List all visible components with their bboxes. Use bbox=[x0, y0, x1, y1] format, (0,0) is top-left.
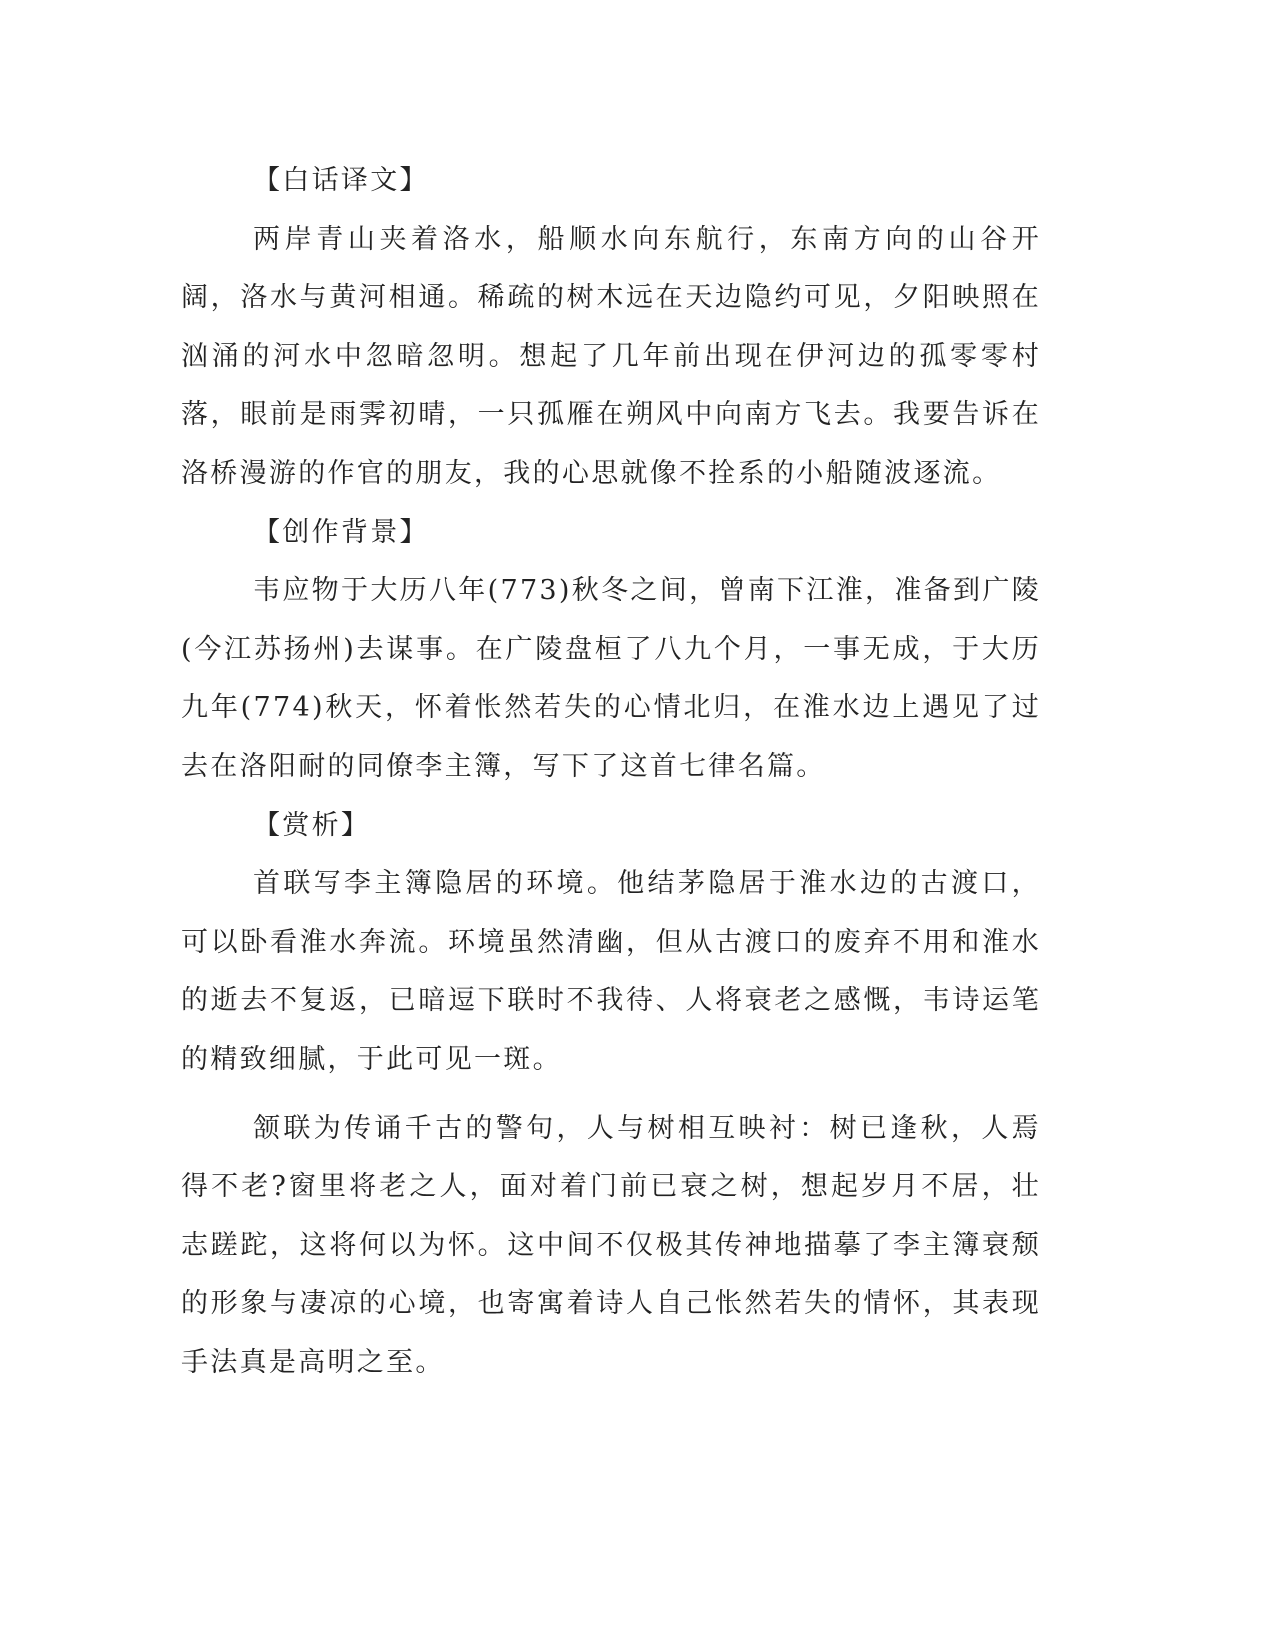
section-heading-background: 【创作背景】 bbox=[253, 516, 429, 548]
paragraph-appreciation-2: 颔联为传诵千古的警句，人与树相互映衬：树已逢秋，人焉得不老?窗里将老之人，面对着门前已衰之树，想起岁月不居，壮志蹉跎，这将何以为怀。这中间不仅极其传神地描摹了李主簿衰颓的形象与凄凉的心境，也寄寓着诗人自己怅然若失的情怀，其表现手法真是高明之至。 bbox=[181, 1112, 1041, 1378]
paragraph-appreciation-1: 首联写李主簿隐居的环境。他结茅隐居于淮水边的古渡口，可以卧看淮水奔流。环境虽然清幽，但从古渡口的废弃不用和淮水的逝去不复返，已暗逗下联时不我待、人将衰老之感慨，韦诗运笔的精致细腻，于此可见一斑。 bbox=[181, 868, 1041, 1075]
section-heading-translation: 【白话译文】 bbox=[253, 165, 429, 196]
document-page bbox=[181, 152, 1041, 1392]
paragraph-translation: 两岸青山夹着洛水，船顺水向东航行，东南方向的山谷开阔，洛水与黄河相通。稀疏的树木远在天边隐约可见，夕阳映照在汹涌的河水中忽暗忽明。想起了几年前出现在伊河边的孤零零村落，眼前是雨霁初晴，一只孤雁在朔风中向南方飞去。我要告诉在洛桥漫游的作官的朋友，我的心思就像不拴系的小船随波逐流。 bbox=[181, 223, 1041, 489]
paragraph-background: 韦应物于大历八年(773)秋冬之间，曾南下江淮，准备到广陵(今江苏扬州)去谋事。在广陵盘桓了八九个月，一事无成，于大历九年(774)秋天，怀着怅然若失的心情北归，在淮水边上遇见了过去在洛阳耐的同僚李主簿，写下了这首七律名篇。 bbox=[181, 575, 1041, 782]
section-heading-appreciation: 【赏析】 bbox=[253, 809, 371, 841]
